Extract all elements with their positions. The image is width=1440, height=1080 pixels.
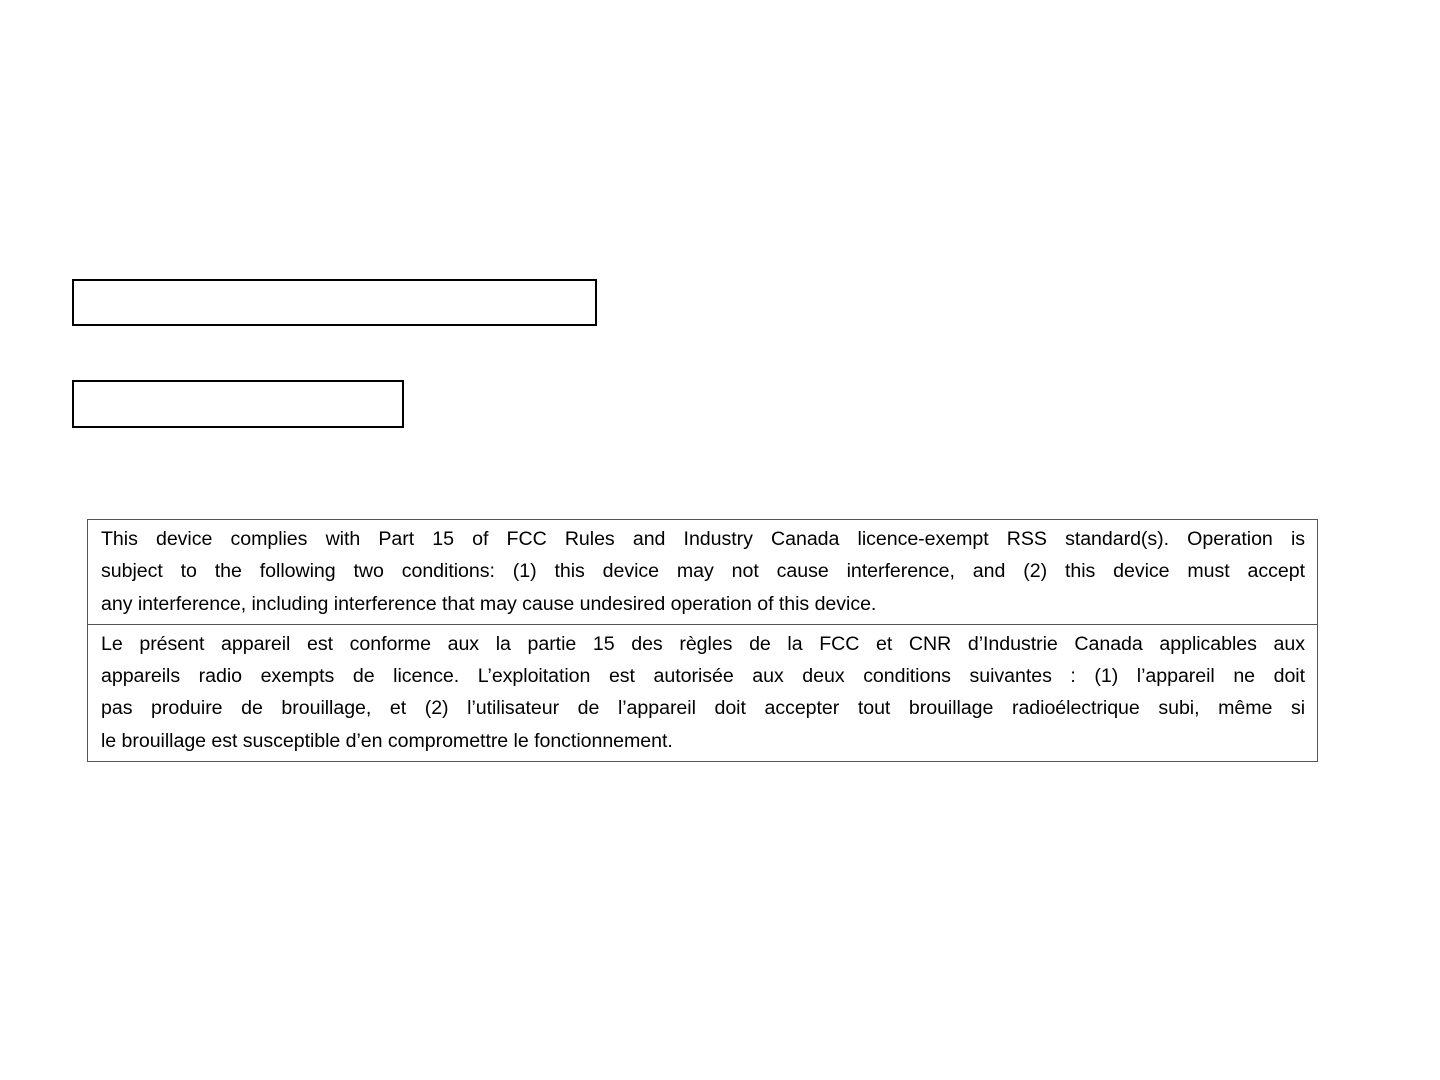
french-notice-line: pas produire de brouillage, et (2) l’utilisateur de l’appareil doit accepter tout brouillage radioélectrique subi, même si xyxy=(101,697,1305,720)
french-notice-cell xyxy=(88,624,1317,761)
english-notice-line: any interference, including interference that may cause undesired operation of this device. xyxy=(101,592,877,615)
blank-field-box-1 xyxy=(72,279,597,326)
english-notice-line: subject to the following two conditions: (1) this device may not cause interference, and (2) this device must accept xyxy=(101,560,1305,583)
english-notice-cell xyxy=(88,520,1317,624)
english-notice-line: This device complies with Part 15 of FCC Rules and Industry Canada licence-exempt RSS standard(s). Operation is xyxy=(101,528,1305,550)
compliance-notice-table xyxy=(87,519,1318,762)
french-notice-line: appareils radio exempts de licence. L’exploitation est autorisée aux deux conditions suivantes : (1) l’appareil ne doit xyxy=(101,665,1305,688)
blank-field-box-2 xyxy=(72,380,404,428)
french-notice-line: le brouillage est susceptible d’en compromettre le fonctionnement. xyxy=(101,729,673,752)
french-notice-line: Le présent appareil est conforme aux la partie 15 des règles de la FCC et CNR d’Industrie Canada applicables aux xyxy=(101,632,1305,655)
